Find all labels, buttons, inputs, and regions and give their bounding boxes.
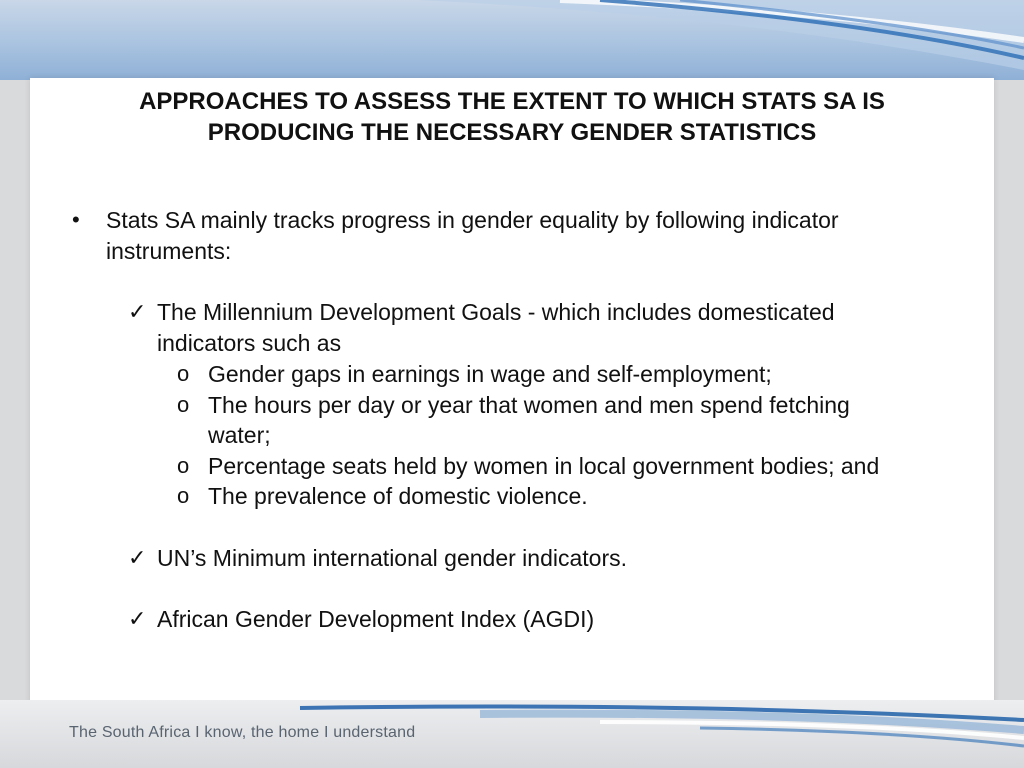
bullet-text-line-2: instruments: xyxy=(106,238,232,264)
check-item-1-line-2: indicators such as xyxy=(157,330,342,356)
check-icon: ✓ xyxy=(128,545,147,570)
sub-bullet-icon: o xyxy=(177,483,190,508)
sub-item-3: Percentage seats held by women in local government bodies; and xyxy=(208,453,880,479)
check-icon: ✓ xyxy=(128,606,147,631)
bullet-text-line-1: Stats SA mainly tracks progress in gender equality by following indicator xyxy=(106,207,839,233)
sub-item-4: The prevalence of domestic violence. xyxy=(208,483,588,509)
sub-bullet-icon: o xyxy=(177,361,190,386)
sub-item-1: Gender gaps in earnings in wage and self-employment; xyxy=(208,361,772,387)
check-item-3: African Gender Development Index (AGDI) xyxy=(157,606,595,632)
footer-tagline: The South Africa I know, the home I understand xyxy=(69,724,416,741)
slide-title-line-1: APPROACHES TO ASSESS THE EXTENT TO WHICH STATS SA IS xyxy=(139,88,885,115)
slide-title-line-2: PRODUCING THE NECESSARY GENDER STATISTICS xyxy=(207,119,817,146)
check-icon: ✓ xyxy=(128,299,147,324)
sub-item-2-line-1: The hours per day or year that women and men spend fetching xyxy=(208,392,850,418)
sub-bullet-icon: o xyxy=(177,453,190,478)
sub-bullet-icon: o xyxy=(177,392,190,417)
check-item-2: UN’s Minimum international gender indicators. xyxy=(157,545,628,571)
sub-item-2-line-2: water; xyxy=(208,422,271,448)
bullet-dot: • xyxy=(72,207,80,232)
check-item-1-line-1: The Millennium Development Goals - which includes domesticated xyxy=(157,299,835,325)
